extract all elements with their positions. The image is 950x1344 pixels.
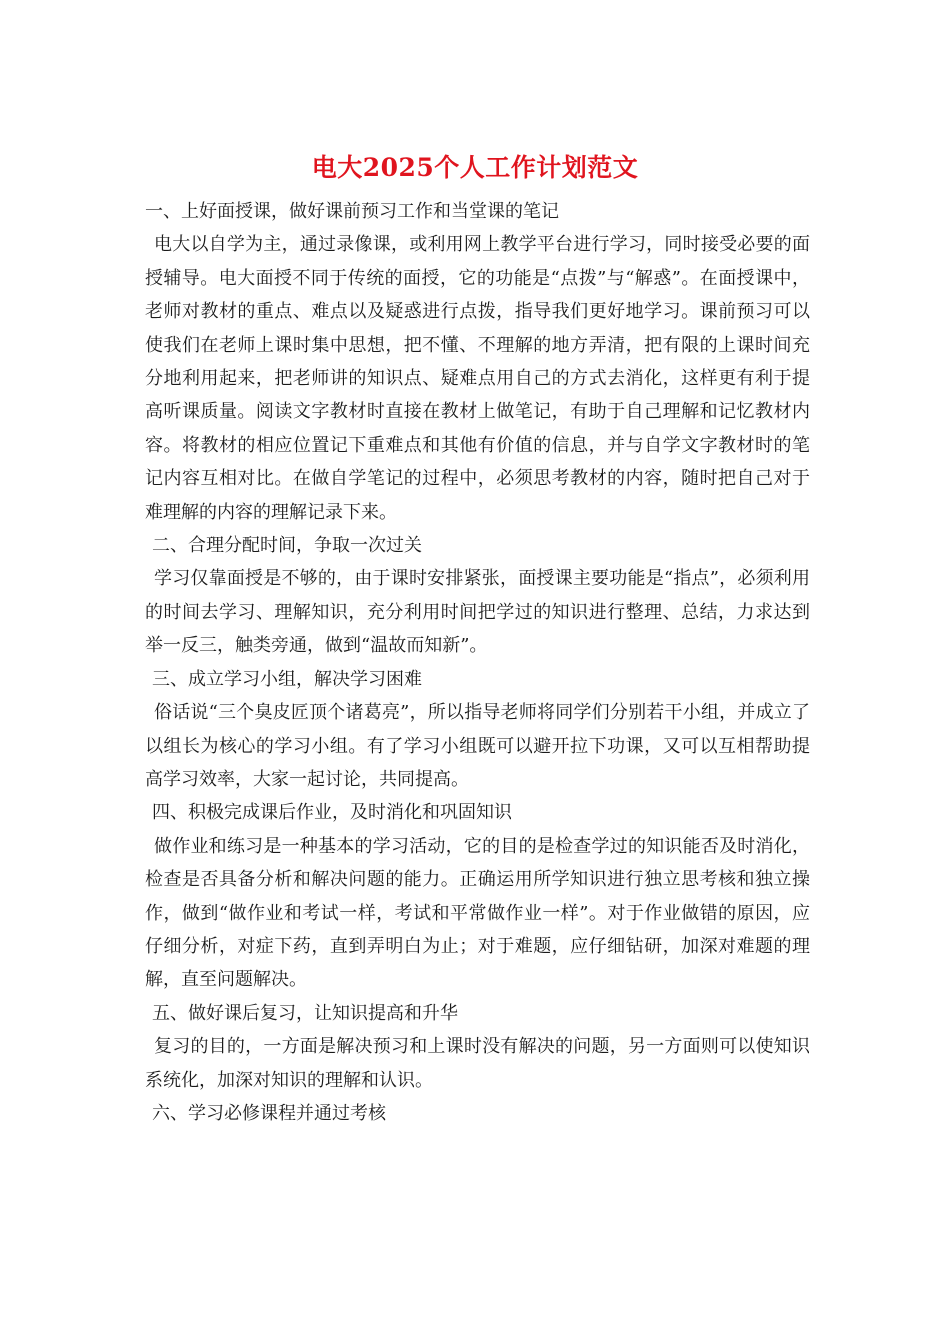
section-heading-1: 一、上好面授课，做好课前预习工作和当堂课的笔记 [145,201,559,222]
section-paragraph-4: 做作业和练习是一种基本的学习活动，它的目的是检查学过的知识能否及时消化，检查是否具备分析和解决问题的能力。正确运用所学知识进行独立思考核和独立操作，做到“做作业和考试一样，考试和平常做作业一样”。对于作业做错的原因，应仔细分析，对症下药，直到弄明白为止；对于难题，应仔细钻研，加深对难题的理解，直至问题解决。 [145,835,810,991]
section-heading-4: 四、积极完成课后作业，及时消化和巩固知识 [152,802,512,824]
section-paragraph-5: 复习的目的，一方面是解决预习和上课时没有解决的问题，另一方面则可以使知识系统化，加深对知识的理解和认识。 [145,1036,810,1091]
section-paragraph-3: 俗话说“三个臭皮匠顶个诸葛亮”，所以指导老师将同学们分别若干小组，并成立了以组长为核心的学习小组。有了学习小组既可以避开拉下功课，又可以互相帮助提高学习效率，大家一起讨论，共同提高。 [145,702,810,790]
section-paragraph-2: 学习仅靠面授是不够的，由于课时安排紧张，面授课主要功能是“指点”，必须利用的时间去学习、理解知识，充分利用时间把学过的知识进行整理、总结，力求达到举一反三，触类旁通，做到“温故而知新”。 [145,568,810,657]
section-paragraph-1: 电大以自学为主，通过录像课，或利用网上教学平台进行学习，同时接受必要的面授辅导。电大面授不同于传统的面授，它的功能是“点拨”与“解惑”。在面授课中，老师对教材的重点、难点以及疑惑进行点拨，指导我们更好地学习。课前预习可以使我们在老师上课时集中思想，把不懂、不理解的地方弄清，把有限的上课时间充分地利用起来，把老师讲的知识点、疑难点用自己的方式去消化，这样更有利于提高听课质量。阅读文字教材时直接在教材上做笔记，有助于自己理解和记忆教材内容。将教材的相应位置记下重难点和其他有价值的信息，并与自学文字教材时的笔记内容互相对比。在做自学笔记的过程中，必须思考教材的内容，随时把自己对于难理解的内容的理解记录下来。 [145,234,810,523]
section-heading-3: 三、成立学习小组，解决学习困难 [152,668,422,690]
section-heading-2: 二、合理分配时间，争取一次过关 [152,535,422,557]
section-heading-6: 六、学习必修课程并通过考核 [152,1102,386,1124]
section-heading-5: 五、做好课后复习，让知识提高和升华 [152,1002,458,1024]
document-body [145,195,810,1130]
document-title: 电大2025个人工作计划范文 [311,153,639,182]
